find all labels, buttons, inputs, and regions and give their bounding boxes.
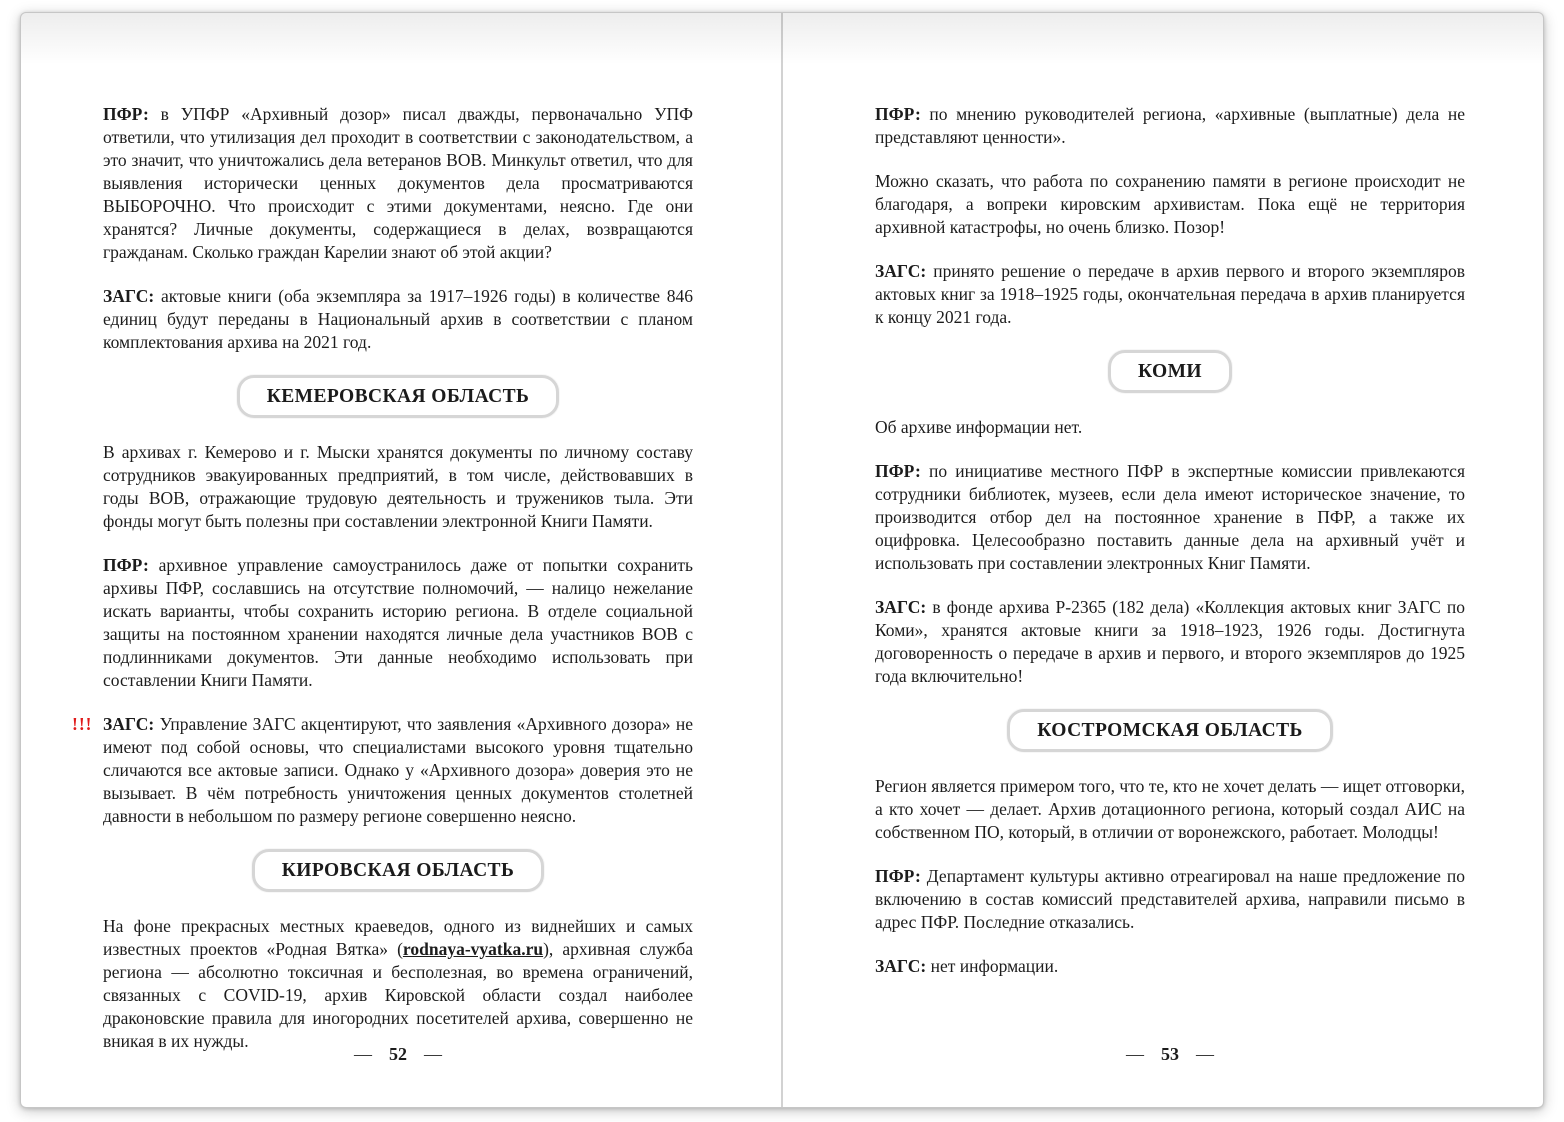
text-segment: На фоне прекрасных местных краеведов, одного из виднейших и самых известных проектов «Родная Вятка» ( bbox=[103, 916, 693, 959]
paragraph-lead: ПФР: bbox=[103, 555, 149, 575]
text-segment: по мнению руководителей региона, «архивные (выплатные) дела не представляют ценности». bbox=[875, 104, 1465, 147]
paragraph bbox=[103, 285, 693, 354]
page-number-value: 52 bbox=[389, 1044, 407, 1064]
footer-dash-left: — bbox=[1126, 1044, 1144, 1064]
paragraph bbox=[875, 865, 1465, 934]
text-segment: Департамент культуры активно отреагировал на наше предложение по включению в состав комиссий представителей архива, направили письмо в адрес ПФР. Последние отказались. bbox=[875, 866, 1465, 932]
page-52 bbox=[21, 13, 782, 1107]
paragraph bbox=[875, 170, 1465, 239]
footer-dash-left: — bbox=[354, 1044, 372, 1064]
paragraph bbox=[875, 103, 1465, 149]
text-segment: Регион является примером того, что те, кто не хочет делать — ищет отговорки, а кто хочет — делает. Архив дотационного региона, который создал АИС на собственном ПО, который, в отличии от воронежского, работает. Молодцы! bbox=[875, 776, 1465, 842]
text-segment: ), архивная служба региона — абсолютно токсичная и бесполезная, во времена ограничений, связанных с COVID-19, архив Кировской области создал наиболее драконовские правила для иногородних посетителей архива, совершенно не вникая в их нужды. bbox=[103, 939, 693, 1051]
page-number-value: 53 bbox=[1161, 1044, 1179, 1064]
footer-dash-right: — bbox=[1196, 1044, 1214, 1064]
paragraph bbox=[875, 596, 1465, 688]
book-spread bbox=[20, 12, 1544, 1108]
paragraph-lead: ЗАГС: bbox=[103, 286, 155, 306]
inline-link: rodnaya-vyatka.ru bbox=[402, 939, 544, 959]
paragraph bbox=[875, 260, 1465, 329]
region-heading: КЕМЕРОВСКАЯ ОБЛАСТЬ bbox=[237, 375, 560, 418]
text-segment: Об архиве информации нет. bbox=[875, 417, 1083, 437]
paragraph bbox=[103, 554, 693, 692]
text-segment: Управление ЗАГС акцентируют, что заявления «Архивного дозора» не имеют под собой основы, что специалистами высокого уровня тщательно сличаются все актовые записи. Однако у «Архивного дозора» доверия это не вызывает. В чём потребность уничтожения ценных документов столетней давности в небольшом по размеру регионе совершенно неясно. bbox=[103, 714, 693, 826]
page-number-53 bbox=[875, 1044, 1465, 1065]
paragraph bbox=[875, 416, 1465, 439]
paragraph-lead: ЗАГС: bbox=[103, 714, 155, 734]
paragraph-lead: ПФР: bbox=[875, 461, 921, 481]
text-segment: В архивах г. Кемерово и г. Мыски хранятся документы по личному составу сотрудников эвакуированных предприятий, в том числе, действовавших в годы ВОВ, отражающие трудовую деятельность и тружеников тыла. Эти фонды могут быть полезны при составлении электронной Книги Памяти. bbox=[103, 442, 693, 531]
page-content-52 bbox=[72, 103, 693, 1053]
region-heading: КИРОВСКАЯ ОБЛАСТЬ bbox=[252, 849, 545, 892]
paragraph bbox=[875, 955, 1465, 978]
page-number-52 bbox=[103, 1044, 693, 1065]
paragraph-lead: ПФР: bbox=[875, 104, 921, 124]
region-heading-row bbox=[103, 849, 693, 892]
paragraph bbox=[875, 775, 1465, 844]
paragraph bbox=[103, 103, 693, 264]
paragraph-lead: ЗАГС: bbox=[875, 956, 927, 976]
paragraph-lead: ЗАГС: bbox=[875, 597, 927, 617]
page-divider-line bbox=[781, 13, 783, 1107]
paragraph bbox=[103, 441, 693, 533]
region-heading: КОМИ bbox=[1108, 350, 1232, 393]
paragraph-lead: ПФР: bbox=[875, 866, 921, 886]
paragraph bbox=[103, 915, 693, 1053]
paragraph bbox=[875, 460, 1465, 575]
text-segment: в фонде архива Р-2365 (182 дела) «Коллекция актовых книг ЗАГС по Коми», хранятся актовые книги за 1918–1923, 1926 годы. Достигнута договоренность о передаче в архив и первого, и второго экземпляров до 1925 года включительно! bbox=[875, 597, 1465, 686]
text-segment: по инициативе местного ПФР в экспертные комиссии привлекаются сотрудники библиотек, музеев, если дела имеют историческое значение, то производится отбор дел на постоянное хранение в ПФР, а также их оцифровка. Целесообразно поставить данные дела на архивный учёт и использовать при составлении электронных Книг Памяти. bbox=[875, 461, 1465, 573]
region-heading: КОСТРОМСКАЯ ОБЛАСТЬ bbox=[1007, 709, 1333, 752]
paragraph-lead: ЗАГС: bbox=[875, 261, 927, 281]
paragraph-lead: ПФР: bbox=[103, 104, 149, 124]
alert-marker: !!! bbox=[72, 714, 93, 734]
region-heading-row bbox=[103, 375, 693, 418]
region-heading-row bbox=[875, 709, 1465, 752]
text-segment: принято решение о передаче в архив первого и второго экземпляров актовых книг за 1918–1925 годы, окончательная передача в архив планируется к концу 2021 года. bbox=[875, 261, 1465, 327]
text-segment: архивное управление самоустранилось даже от попытки сохранить архивы ПФР, сославшись на отсутствие полномочий, — налицо нежелание искать варианты, чтобы сохранить историю региона. В отделе социальной защиты на постоянном хранении находятся личные дела участников ВОВ с подлинниками документов. Эти данные необходимо использовать при составлении Книги Памяти. bbox=[103, 555, 693, 690]
page-content-53 bbox=[875, 103, 1465, 978]
footer-dash-right: — bbox=[424, 1044, 442, 1064]
paragraph bbox=[72, 713, 693, 828]
text-segment: в УПФР «Архивный дозор» писал дважды, первоначально УПФ ответили, что утилизация дел проходит в соответствии с законодательством, а это значит, что уничтожались дела ветеранов ВОВ. Минкульт ответил, что для выявления исторически ценных документов дела просматриваются ВЫБОРОЧНО. Что происходит с этими документами, неясно. Где они хранятся? Личные документы, содержащиеся в делах, возвращаются гражданам. Сколько граждан Карелии знают об этой акции? bbox=[103, 104, 693, 262]
text-segment: нет информации. bbox=[926, 956, 1059, 976]
text-segment: Можно сказать, что работа по сохранению памяти в регионе происходит не благодаря, а вопреки кировским архивистам. Пока ещё не территория архивной катастрофы, но очень близко. Позор! bbox=[875, 171, 1465, 237]
region-heading-row bbox=[875, 350, 1465, 393]
text-segment: актовые книги (оба экземпляра за 1917–1926 годы) в количестве 846 единиц будут переданы в Национальный архив в соответствии с планом комплектования архива на 2021 год. bbox=[103, 286, 693, 352]
page-53 bbox=[782, 13, 1543, 1107]
